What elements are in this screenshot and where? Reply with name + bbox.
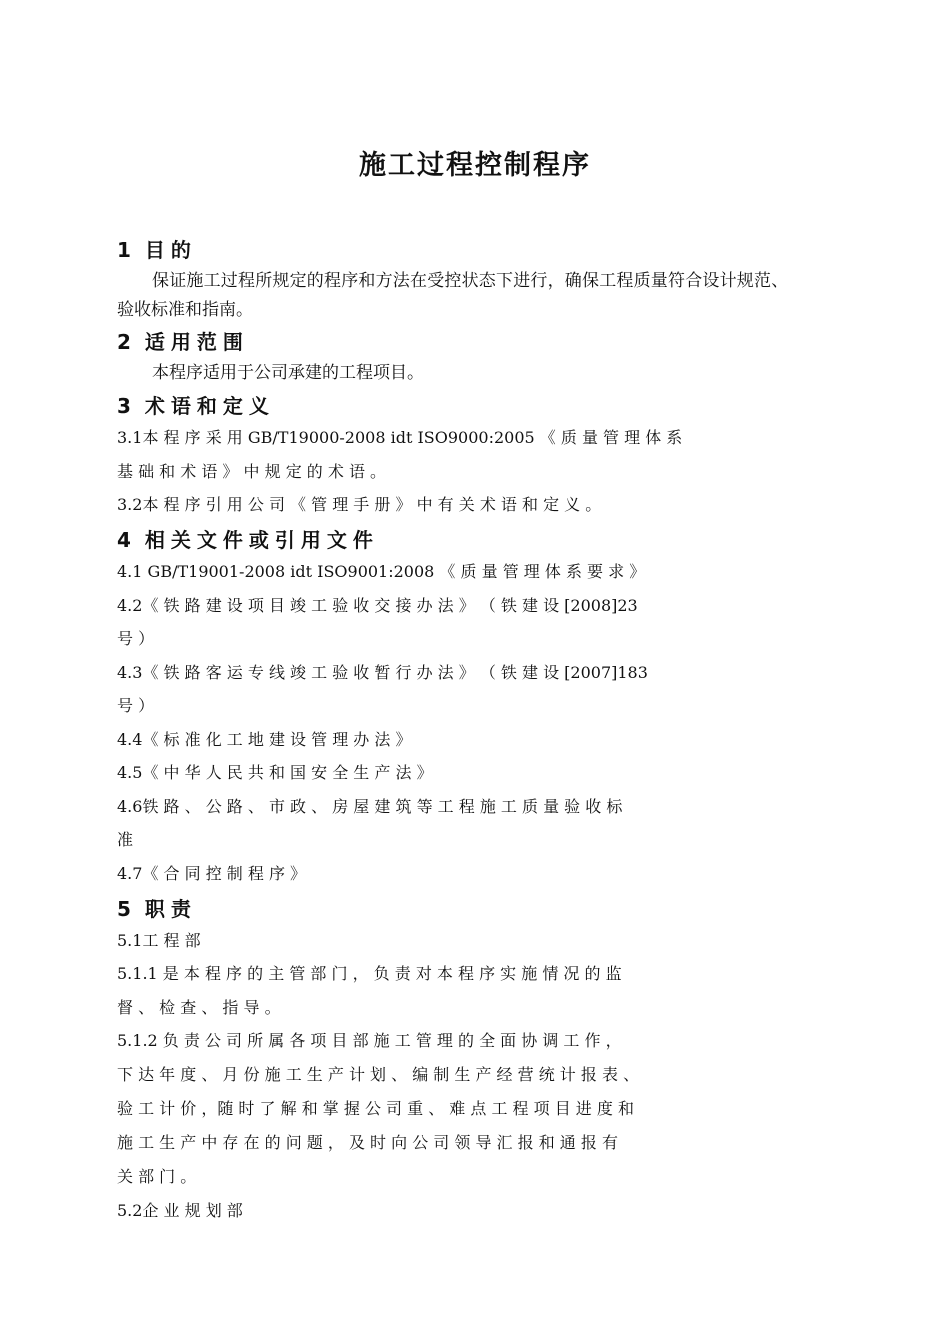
document-title: 施工过程控制程序 bbox=[359, 150, 591, 181]
section-heading-1 bbox=[117, 234, 197, 263]
paragraph-line: 4.1 GB/T19001-2008 idt ISO9001:2008 《 质 量 管 理 体 系 要 求 》 bbox=[117, 562, 646, 581]
paragraph-line: 下 达 年 度 、 月 份 施 工 生 产 计 划 、 编 制 生 产 经 营 统 计 报 表 、 bbox=[117, 1065, 640, 1084]
paragraph-line: 5.1.1 是 本 程 序 的 主 管 部 门 ， 负 责 对 本 程 序 实 施 情 况 的 监 bbox=[117, 964, 622, 983]
section-heading-5 bbox=[117, 893, 197, 922]
paragraph-line: 4.6铁 路 、 公 路 、 市 政 、 房 屋 建 筑 等 工 程 施 工 质 量 验 收 标 bbox=[117, 797, 623, 816]
paragraph-line: 4.7《 合 同 控 制 程 序 》 bbox=[117, 864, 307, 883]
paragraph-line: 施 工 生 产 中 存 在 的 问 题 ， 及 时 向 公 司 领 导 汇 报 和 通 报 有 bbox=[117, 1133, 618, 1152]
section-number: 5 bbox=[117, 897, 131, 921]
section-title: 目的 bbox=[144, 238, 197, 262]
paragraph-line: 号 ） bbox=[117, 629, 155, 648]
paragraph-line: 3.1本 程 序 采 用 GB/T19000-2008 idt ISO9000:2005 《 质 量 管 理 体 系 bbox=[117, 428, 683, 447]
paragraph-line: 准 bbox=[117, 830, 134, 849]
paragraph-line: 关 部 门 。 bbox=[117, 1167, 197, 1186]
paragraph-line: 4.2《 铁 路 建 设 项 目 竣 工 验 收 交 接 办 法 》 （ 铁 建 设 [2008]23 bbox=[117, 596, 638, 615]
paragraph-line: 验收标准和指南。 bbox=[117, 300, 253, 320]
section-title: 适用范围 bbox=[144, 330, 249, 354]
section-heading-3 bbox=[117, 390, 275, 419]
paragraph-line: 4.3《 铁 路 客 运 专 线 竣 工 验 收 暂 行 办 法 》 （ 铁 建 设 [2007]183 bbox=[117, 663, 648, 682]
paragraph-line: 保证施工过程所规定的程序和方法在受控状态下进行，确保工程质量符合设计规范、 bbox=[152, 271, 789, 291]
section-number: 1 bbox=[117, 238, 131, 262]
section-heading-2 bbox=[117, 326, 249, 355]
section-number: 3 bbox=[117, 394, 131, 418]
paragraph-line: 本程序适用于公司承建的工程项目。 bbox=[152, 363, 424, 383]
section-title: 相关文件或引用文件 bbox=[144, 528, 379, 552]
paragraph-line: 督 、 检 查 、 指 导 。 bbox=[117, 998, 281, 1017]
paragraph-line: 4.5《 中 华 人 民 共 和 国 安 全 生 产 法 》 bbox=[117, 763, 433, 782]
paragraph-line: 号 ） bbox=[117, 696, 155, 715]
section-number: 2 bbox=[117, 330, 131, 354]
section-heading-4 bbox=[117, 524, 379, 553]
paragraph-line: 5.1工 程 部 bbox=[117, 931, 201, 950]
paragraph-line: 验 工 计 价 ，随 时 了 解 和 掌 握 公 司 重 、 难 点 工 程 项 目 进 度 和 bbox=[117, 1099, 634, 1118]
section-title: 职责 bbox=[144, 897, 197, 921]
paragraph-line: 3.2本 程 序 引 用 公 司 《 管 理 手 册 》 中 有 关 术 语 和 定 义 。 bbox=[117, 495, 602, 514]
paragraph-line: 4.4《 标 准 化 工 地 建 设 管 理 办 法 》 bbox=[117, 730, 412, 749]
paragraph-line: 基 础 和 术 语 》 中 规 定 的 术 语 。 bbox=[117, 462, 387, 481]
section-number: 4 bbox=[117, 528, 131, 552]
paragraph-line: 5.1.2 负 责 公 司 所 属 各 项 目 部 施 工 管 理 的 全 面 协 调 工 作 ， bbox=[117, 1031, 622, 1050]
paragraph-line: 5.2企 业 规 划 部 bbox=[117, 1201, 243, 1220]
section-title: 术语和定义 bbox=[144, 394, 275, 418]
